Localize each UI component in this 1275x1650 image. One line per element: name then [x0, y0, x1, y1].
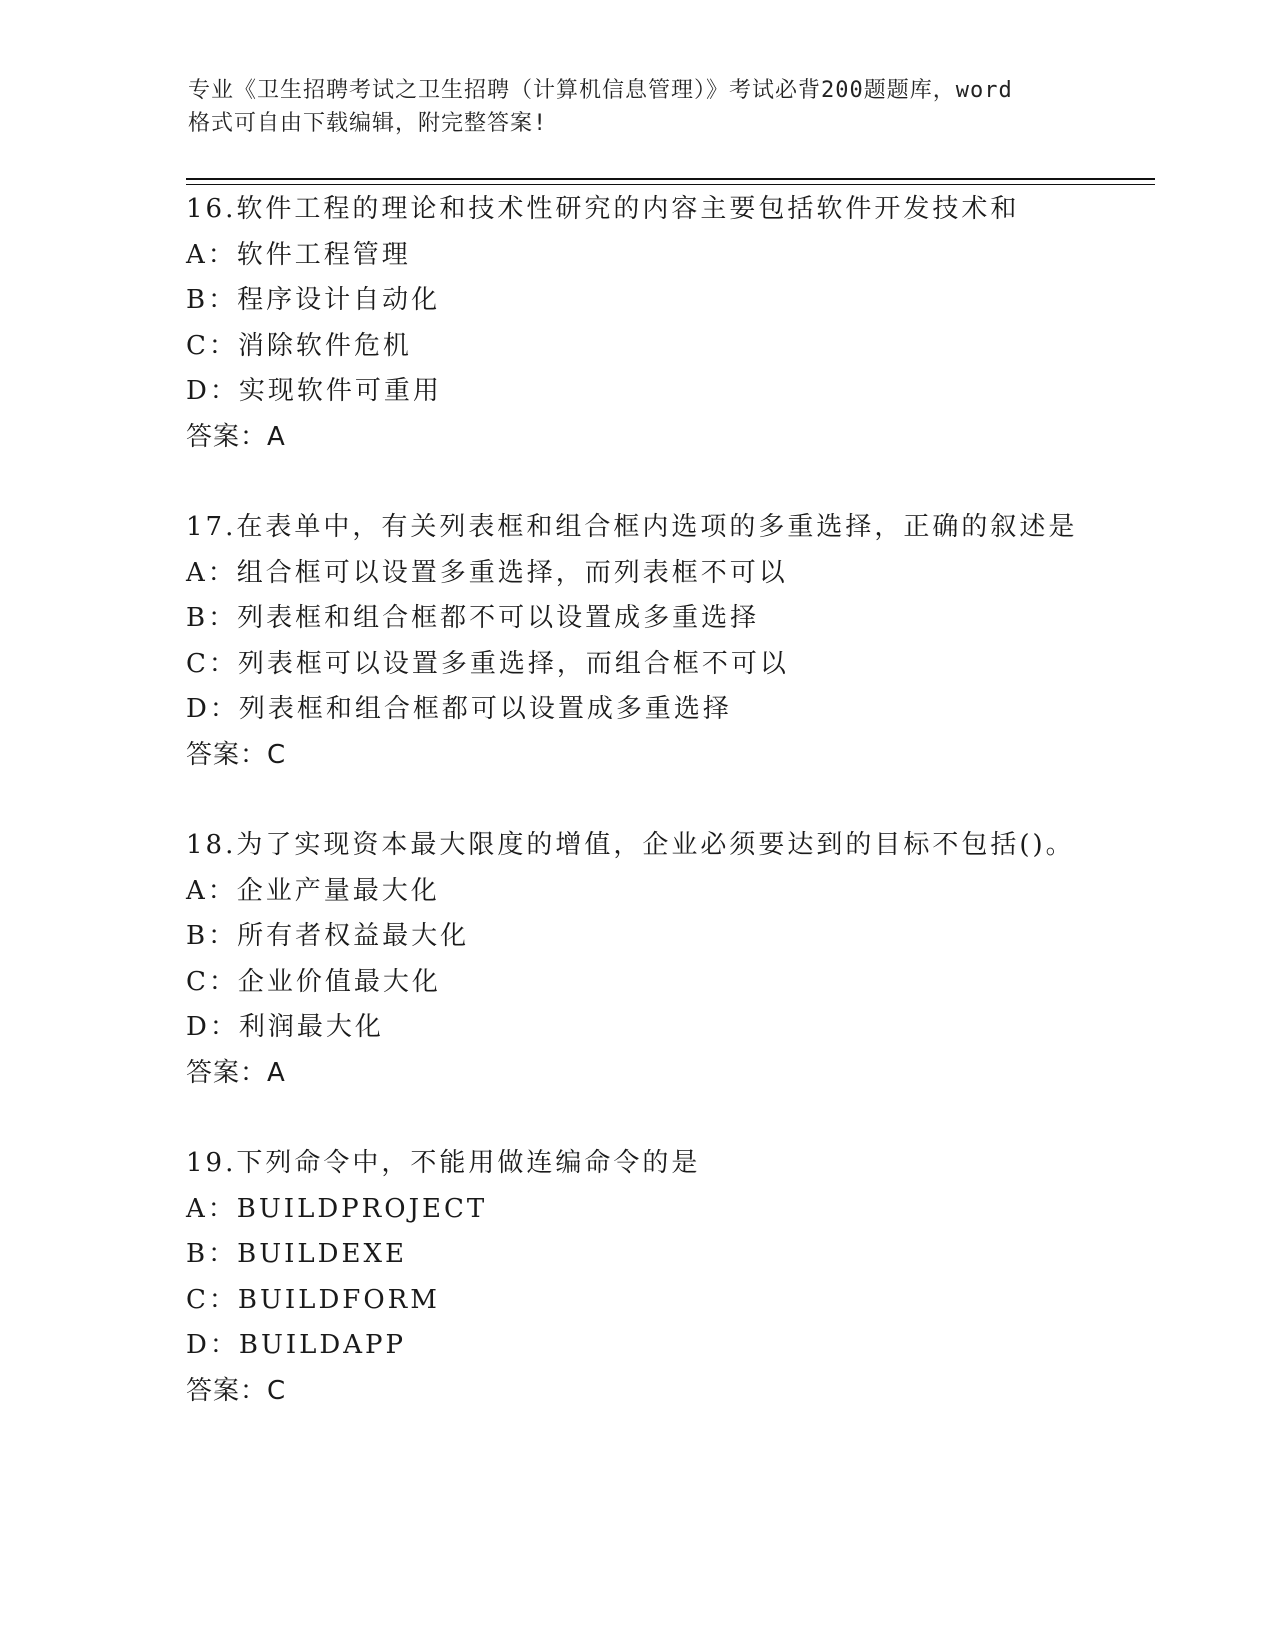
answer-label: 答案：C: [186, 739, 287, 770]
question-18: [186, 823, 1186, 1141]
question-16: [186, 187, 1186, 505]
header-line-2: 格式可自由下载编辑，附完整答案!: [188, 111, 548, 136]
answer-label: 答案：C: [186, 1375, 287, 1406]
option-b: B：所有者权益最大化: [186, 921, 470, 951]
option-a: A：软件工程管理: [186, 239, 411, 270]
option-d: D：利润最大化: [186, 1012, 384, 1042]
answer-label: 答案：A: [186, 1057, 286, 1088]
option-b: B：BUILDEXE: [186, 1239, 407, 1269]
option-c: C：企业价值最大化: [186, 966, 441, 997]
option-d: D：实现软件可重用: [186, 376, 442, 406]
header-rule-thick: [186, 178, 1155, 180]
answer-label: 答案：A: [186, 421, 286, 452]
option-d: D：列表框和组合框都可以设置成多重选择: [186, 694, 732, 724]
question-list: [186, 187, 1186, 1459]
option-a: A：企业产量最大化: [186, 875, 440, 906]
question-19: [186, 1141, 1186, 1459]
question-stem: 17.在表单中，有关列表框和组合框内选项的多重选择，正确的叙述是: [186, 512, 1078, 542]
option-b: B：列表框和组合框都不可以设置成多重选择: [186, 603, 760, 633]
document-header: [188, 74, 1088, 140]
question-17: [186, 505, 1186, 823]
question-stem: 18.为了实现资本最大限度的增值，企业必须要达到的目标不包括()。: [186, 830, 1075, 860]
option-a: A：BUILDPROJECT: [186, 1193, 488, 1224]
header-rule-thin: [186, 184, 1155, 185]
question-stem: 19.下列命令中，不能用做连编命令的是: [186, 1148, 701, 1178]
option-c: C：BUILDFORM: [186, 1284, 440, 1315]
option-c: C：列表框可以设置多重选择，而组合框不可以: [186, 648, 789, 679]
option-b: B：程序设计自动化: [186, 285, 441, 315]
option-a: A：组合框可以设置多重选择，而列表框不可以: [186, 557, 788, 588]
option-c: C：消除软件危机: [186, 330, 412, 361]
option-d: D：BUILDAPP: [186, 1330, 407, 1360]
header-line-1: 专业《卫生招聘考试之卫生招聘（计算机信息管理）》考试必背200题题库，word: [188, 78, 1013, 103]
question-stem: 16.软件工程的理论和技术性研究的内容主要包括软件开发技术和: [186, 194, 1020, 224]
